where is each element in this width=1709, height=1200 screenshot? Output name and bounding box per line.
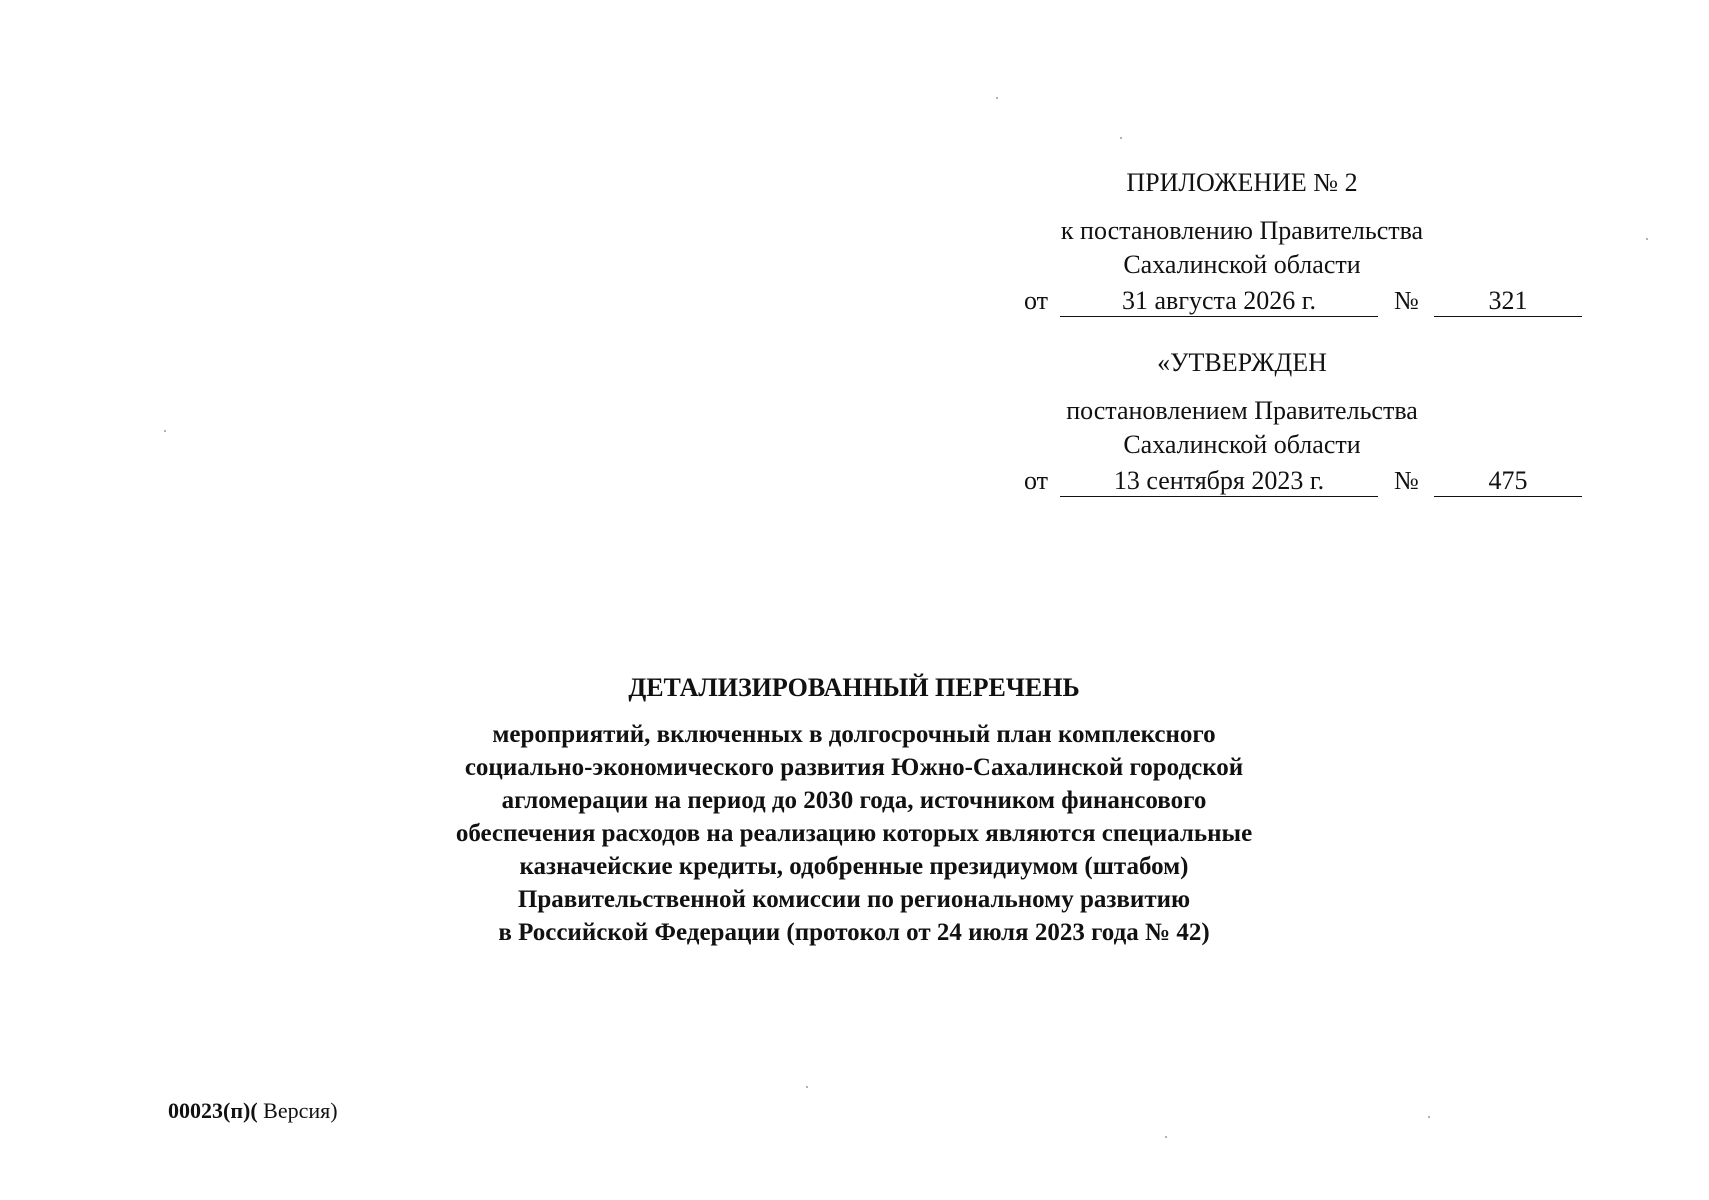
document-code-version: Версия) — [257, 1098, 338, 1123]
appendix-block — [1060, 166, 1424, 282]
document-title: ДЕТАЛИЗИРОВАННЫЙ ПЕРЕЧЕНЬ — [628, 673, 1080, 702]
spacer — [1060, 200, 1424, 214]
subtitle-line: обеспечения расходов на реализацию которых являются специальные — [455, 820, 1253, 847]
document-code-number: 00023(п)( — [168, 1098, 258, 1123]
approved-number: 475 — [1434, 464, 1582, 497]
approved-ot-label: от — [1024, 466, 1049, 495]
scan-speck — [1165, 1136, 1167, 1138]
approved-line-1: постановлением Правительства — [1066, 396, 1418, 425]
appendix-heading: ПРИЛОЖЕНИЕ № 2 — [1126, 168, 1358, 197]
scan-speck — [806, 1086, 808, 1088]
appendix-ot-label: от — [1024, 286, 1049, 315]
approved-block — [1060, 346, 1424, 462]
scan-speck — [1646, 238, 1648, 240]
appendix-date-row — [1024, 284, 1584, 318]
subtitle-line: в Российской Федерации (протокол от 24 июля 2023 года № 42) — [498, 919, 1210, 946]
scan-speck — [996, 97, 998, 99]
subtitle-line: казначейские кредиты, одобренные президиумом (штабом) — [519, 853, 1189, 880]
scan-speck — [1120, 137, 1122, 139]
spacer — [1060, 380, 1424, 394]
subtitle-line: мероприятий, включенных в долгосрочный план комплексного — [492, 721, 1216, 748]
appendix-number-label: № — [1394, 286, 1419, 315]
approved-number-label: № — [1394, 466, 1419, 495]
scan-speck — [164, 430, 166, 432]
approved-line-2: Сахалинской области — [1123, 430, 1361, 459]
document-code — [168, 1097, 338, 1125]
appendix-number: 321 — [1434, 284, 1582, 317]
subtitle-line: социально-экономического развития Южно-Сахалинской городской — [464, 754, 1244, 781]
appendix-line-1: к постановлению Правительства — [1060, 216, 1424, 245]
scan-speck — [1428, 1116, 1430, 1118]
approved-date: 13 сентября 2023 г. — [1060, 464, 1378, 497]
appendix-date: 31 августа 2026 г. — [1060, 284, 1378, 317]
approved-date-row — [1024, 464, 1584, 498]
approved-heading: «УТВЕРЖДЕН — [1157, 348, 1327, 377]
appendix-line-2: Сахалинской области — [1123, 250, 1361, 279]
subtitle-line: агломерации на период до 2030 года, источником финансового — [501, 787, 1207, 814]
subtitle-line: Правительственной комиссии по региональному развитию — [517, 886, 1191, 913]
document-subtitle — [254, 718, 1454, 949]
